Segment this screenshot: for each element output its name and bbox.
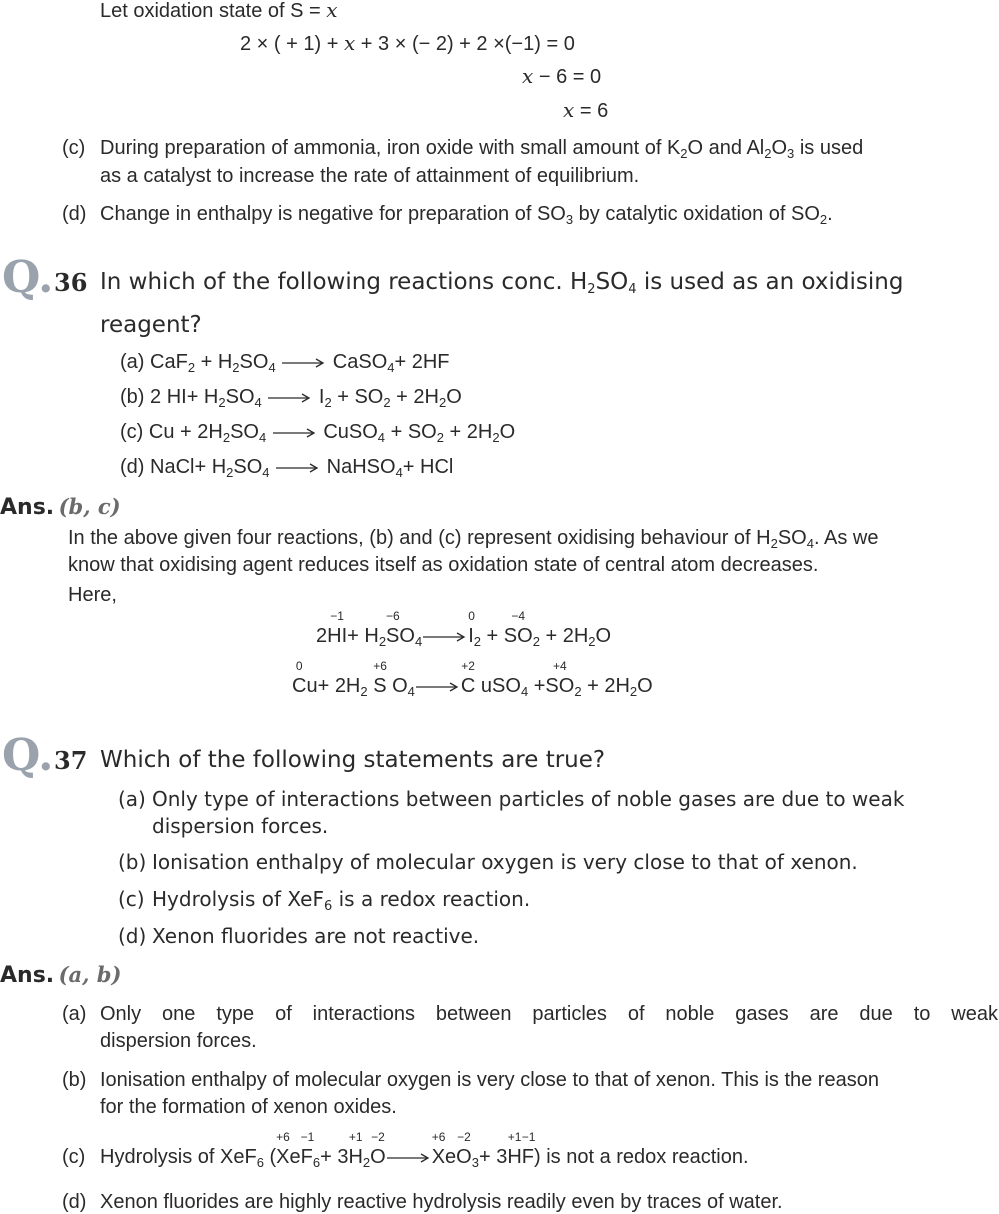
opt-b-l2s: 4 (254, 395, 262, 410)
question-mark-q36: Q. (2, 252, 54, 303)
r1-b: + H (347, 625, 379, 647)
question-36-text (100, 267, 903, 297)
c-f1-s: 6 (312, 1155, 321, 1170)
q36-option-a (120, 350, 450, 374)
r1-i-ox: 0 (468, 609, 475, 623)
prev-option-c-line1 (100, 136, 863, 160)
c-f1-text: F (300, 1146, 313, 1168)
d-sub-3: 3 (565, 212, 574, 227)
r1-s-text: S (386, 625, 400, 647)
c-h2-ox: +1 (507, 1130, 522, 1144)
c-f2-text: F (521, 1146, 534, 1168)
eq2-part-b: − 6 = 0 (533, 66, 602, 88)
opt-b-r3s: 2 (438, 395, 447, 410)
c-h1-text: H (348, 1146, 363, 1168)
q36-option-c (120, 420, 515, 444)
q36-sub-4: 4 (628, 282, 637, 297)
q37-option-a-line2: dispersion forces. (152, 814, 329, 838)
reaction-arrow (281, 350, 327, 374)
r2-c (292, 659, 307, 698)
opt-d-r2: + HCl (402, 456, 454, 478)
c-text-d: is used (794, 137, 864, 159)
opt-c-label: (c) (120, 421, 144, 443)
r2-s-ox: +6 (373, 659, 387, 673)
c-end: ) is not a redox reaction. (534, 1146, 749, 1168)
c-o2-s: 3 (471, 1155, 479, 1170)
r1-i-text: I (468, 625, 474, 647)
r2-o: O (392, 675, 408, 697)
opt-b-r1: I (318, 386, 325, 408)
opt-a-l3s: 4 (268, 360, 276, 375)
answer-value: (b, c) (58, 494, 121, 519)
r2-a: u+ 2H (306, 675, 361, 697)
opt-b-r3: + 2H (390, 386, 439, 408)
c-f1 (300, 1130, 315, 1169)
ans37-option-a-line1: Only one type of interactions between particles of noble gases are due to weak (100, 1003, 998, 1025)
r2-b: uSO (480, 675, 521, 697)
c-f2 (521, 1130, 536, 1169)
r1-so-s: 2 (532, 634, 540, 649)
q36-option-d (120, 455, 453, 479)
r2-f: O (637, 675, 653, 697)
r1-so-ox: −4 (511, 609, 526, 623)
c-text-a: Hydrolysis of XeF (100, 1146, 257, 1168)
reaction-arrow (415, 674, 461, 698)
opt-c-r1s: 4 (377, 430, 386, 445)
answer-label: Ans. (0, 495, 55, 520)
opt-a-l3: SO (239, 351, 269, 373)
prev-option-d-label: (d) (62, 203, 87, 225)
c-h2 (507, 1130, 522, 1169)
question-37-text: Which of the following statements are true? (100, 747, 606, 773)
question-36-text-line2: reagent? (100, 312, 202, 338)
q36-option-b (120, 385, 462, 409)
r1-f: O (595, 625, 612, 647)
c-h1 (348, 1130, 363, 1169)
ans36-para-line2: know that oxidising agent reduces itself as oxidation state of central atom decreases. (68, 554, 819, 576)
p1-text-a: In the above given four reactions, (b) and (c) represent oxidising behaviour of H (68, 527, 771, 549)
opt-a-l1s: 2 (187, 360, 196, 375)
opt-a-l2s: 2 (232, 360, 240, 375)
opt-a-label: (a) (120, 351, 145, 373)
r2-c2-ox: +2 (461, 659, 475, 673)
r1-so (503, 609, 533, 648)
c-sub-6: 6 (256, 1155, 264, 1170)
answer-label: Ans. (0, 963, 55, 988)
q37-option-b-label: (b) (118, 850, 147, 874)
opt-b-r2: + SO (331, 386, 384, 408)
c-text-b: O and Al (687, 137, 765, 159)
r2-c2-text: C (460, 675, 476, 697)
q37-option-a-label: (a) (118, 787, 146, 811)
ans37-option-c-label: (c) (62, 1146, 86, 1168)
opt-b-r2s: 2 (383, 395, 391, 410)
reaction-arrow (267, 385, 313, 409)
prev-option-d-text (100, 202, 833, 226)
r1-i (468, 609, 475, 648)
c-x1-text: X (276, 1146, 290, 1168)
r2-c-text: C (292, 675, 307, 697)
r1-hi (327, 609, 348, 648)
d-text-c: . (827, 203, 833, 225)
c-o2-text: O (456, 1146, 472, 1168)
c-text-c: O (771, 137, 788, 159)
opt-c-r3: + 2H (443, 421, 493, 443)
c-o2 (456, 1130, 472, 1169)
c-e1: e (289, 1146, 301, 1168)
r1-e: + 2H (539, 625, 589, 647)
r2-so-s: 2 (574, 684, 582, 699)
c-sub-al2: 2 (764, 146, 772, 161)
opt-d-r1: NaHSO (326, 456, 396, 478)
question-number-36: 36 (54, 268, 88, 297)
opt-c-r2s: 2 (436, 430, 444, 445)
r2-so (545, 659, 575, 698)
r2-o-s: 4 (407, 684, 415, 699)
eq1-x: x (343, 31, 356, 55)
prev-option-c-label: (c) (62, 137, 86, 159)
opt-a-r2: + 2HF (394, 351, 450, 373)
opt-c-r3s: 2 (492, 430, 500, 445)
c-x2 (431, 1130, 446, 1169)
c-sub-o3: 3 (787, 146, 795, 161)
p1-text-b: SO (777, 527, 807, 549)
c-x1-ox: +6 (276, 1130, 290, 1144)
opt-b-r1s: 2 (324, 395, 332, 410)
eq1-part-b: + 3 × (− 2) + 2 ×(−1) = 0 (355, 33, 575, 55)
c-h1-s: 2 (362, 1155, 371, 1170)
q36-text-b: SO (595, 269, 629, 295)
d-sub-2: 2 (819, 212, 828, 227)
r2-c2 (460, 659, 476, 698)
ans36-reaction-2 (292, 659, 653, 699)
var-x: x (326, 0, 338, 22)
r2-so-ox: +4 (553, 659, 567, 673)
r1-e-s: 2 (588, 634, 596, 649)
opt-c-r4: O (499, 421, 516, 443)
opt-c-l2: SO (230, 421, 259, 443)
r2-s-text: S (373, 675, 387, 697)
r2-so-text: SO (545, 675, 575, 697)
eq3-x: x (563, 98, 575, 122)
ans37-option-b-label: (b) (62, 1069, 87, 1091)
q37-c-s: 6 (323, 899, 333, 914)
c-sub-k2: 2 (680, 146, 688, 161)
q37-option-d-label: (d) (118, 924, 147, 948)
c-text-a: During preparation of ammonia, iron oxide with small amount of K (100, 137, 681, 159)
answer-36 (0, 494, 121, 520)
r2-s (373, 659, 387, 698)
c-f1-ox: −1 (300, 1130, 315, 1144)
q37-option-b-text: Ionisation enthalpy of molecular oxygen is very close to that of xenon. (152, 850, 858, 874)
eq2-x: x (522, 64, 534, 88)
c-x2-text: X (431, 1146, 446, 1168)
opt-a-l1: CaF (150, 351, 188, 373)
c-e2: e (445, 1146, 457, 1168)
opt-c-l1s: 2 (222, 430, 231, 445)
opt-a-l2: + H (195, 351, 233, 373)
p1-text-c: . As we (813, 527, 879, 549)
r1-coef: 2 (316, 625, 328, 647)
c-h1-ox: +1 (348, 1130, 363, 1144)
ans36-para-line3: Here, (68, 584, 117, 606)
c-x2-ox: +6 (431, 1130, 446, 1144)
opt-a-r1s: 4 (387, 360, 395, 375)
opt-d-l2: SO (233, 456, 263, 478)
r1-d: + (480, 625, 504, 647)
c-o1-ox: −2 (371, 1130, 385, 1144)
eq3-part-b: = 6 (574, 100, 609, 122)
opt-b-label: (b) (120, 386, 145, 408)
r1-c-s: 4 (414, 634, 423, 649)
answer-37 (0, 962, 121, 988)
c-o2-ox: −2 (457, 1130, 471, 1144)
ans37-option-b-line2: for the formation of xenon oxides. (100, 1096, 397, 1118)
opt-d-l1s: 2 (226, 465, 234, 480)
opt-d-label: (d) (120, 456, 145, 478)
opt-a-r1: CaSO (332, 351, 388, 373)
q37-option-d-text: Xenon fluorides are not reactive. (152, 924, 480, 948)
answer-value: (a, b) (58, 962, 122, 987)
r1-i-s: 2 (473, 634, 481, 649)
r2-b-s: 4 (520, 684, 529, 699)
r2-d: + (528, 675, 546, 697)
r1-c: O (399, 625, 415, 647)
ans37-option-a-line2: dispersion forces. (100, 1030, 257, 1052)
opt-d-l1: NaCl+ H (150, 456, 227, 478)
opt-c-r2: + SO (385, 421, 437, 443)
opt-c-l2s: 4 (258, 430, 267, 445)
r2-c-ox: 0 (295, 659, 303, 673)
r1-s-ox: −6 (386, 609, 400, 623)
c-plus2: + 3 (478, 1146, 508, 1168)
p1-sub-2: 2 (770, 536, 778, 551)
opt-c-r1: CuSO (323, 421, 378, 443)
q36-text-c: is used as an oxidising (636, 269, 904, 295)
ans37-option-b-line1: Ionisation enthalpy of molecular oxygen is very close to that of xenon. This is the reason (100, 1069, 879, 1091)
c-o1 (370, 1130, 386, 1169)
q36-sub-2: 2 (587, 282, 596, 297)
ans37-option-c-text (100, 1130, 749, 1170)
ans37-option-d-text: Xenon fluorides are highly reactive hydrolysis readily even by traces of water. (100, 1191, 783, 1213)
r1-hi-text: HI (327, 625, 348, 647)
ans36-reaction-1 (316, 609, 612, 649)
d-text-a: Change in enthalpy is negative for preparation of SO (100, 203, 566, 225)
r1-hi-ox: −1 (330, 609, 344, 623)
r1-s (386, 609, 400, 648)
r2-a-s: 2 (360, 684, 368, 699)
q37-option-c-text (152, 886, 530, 912)
ans37-option-a-label: (a) (62, 1003, 87, 1025)
opt-b-l1: 2 HI+ H (150, 386, 219, 408)
equation-3 (563, 98, 608, 123)
opt-d-l2s: 4 (262, 465, 270, 480)
ans36-para-line1 (68, 526, 878, 550)
ans37-option-d-label: (d) (62, 1191, 87, 1213)
q37-c-b: is a redox reaction. (332, 887, 531, 911)
d-text-b: by catalytic oxidation of SO (573, 203, 820, 225)
reaction-arrow (422, 624, 468, 648)
r2-e: + 2H (581, 675, 630, 697)
opt-b-r4: O (446, 386, 462, 408)
reaction-arrow (275, 455, 321, 479)
prev-option-c-line2: as a catalyst to increase the rate of attainment of equilibrium. (100, 165, 640, 187)
c-plus1: + 3 (320, 1146, 349, 1168)
c-o1-text: O (370, 1146, 386, 1168)
question-number-37: 37 (54, 746, 88, 775)
question-mark-q37: Q. (2, 730, 54, 781)
q37-option-a-line1: Only type of interactions between particles of noble gases are due to weak (152, 787, 905, 811)
let-text: Let oxidation state of S = (100, 0, 327, 22)
c-x1 (276, 1130, 290, 1169)
oxidation-state-line (100, 0, 338, 23)
opt-d-r1s: 4 (395, 465, 403, 480)
equation-2 (522, 64, 601, 89)
c-paren: ( (263, 1146, 277, 1168)
q36-text-a: In which of the following reactions conc. H (100, 269, 588, 295)
reaction-arrow (272, 420, 318, 444)
r1-so-text: SO (503, 625, 533, 647)
opt-b-l2: SO (225, 386, 255, 408)
reaction-arrow (386, 1145, 432, 1169)
r1-b-s: 2 (378, 634, 387, 649)
opt-b-l1s: 2 (218, 395, 226, 410)
opt-c-l1: Cu + 2H (148, 421, 223, 443)
eq1-part-a: 2 × ( + 1) + (240, 33, 344, 55)
q37-c-a: Hydrolysis of XeF (152, 887, 324, 911)
q37-option-c-label: (c) (118, 887, 145, 911)
r2-e-s: 2 (629, 684, 638, 699)
equation-1 (240, 31, 575, 56)
c-h2-text: H (507, 1146, 522, 1168)
p1-sub-4: 4 (806, 536, 814, 551)
c-f2-ox: −1 (521, 1130, 536, 1144)
